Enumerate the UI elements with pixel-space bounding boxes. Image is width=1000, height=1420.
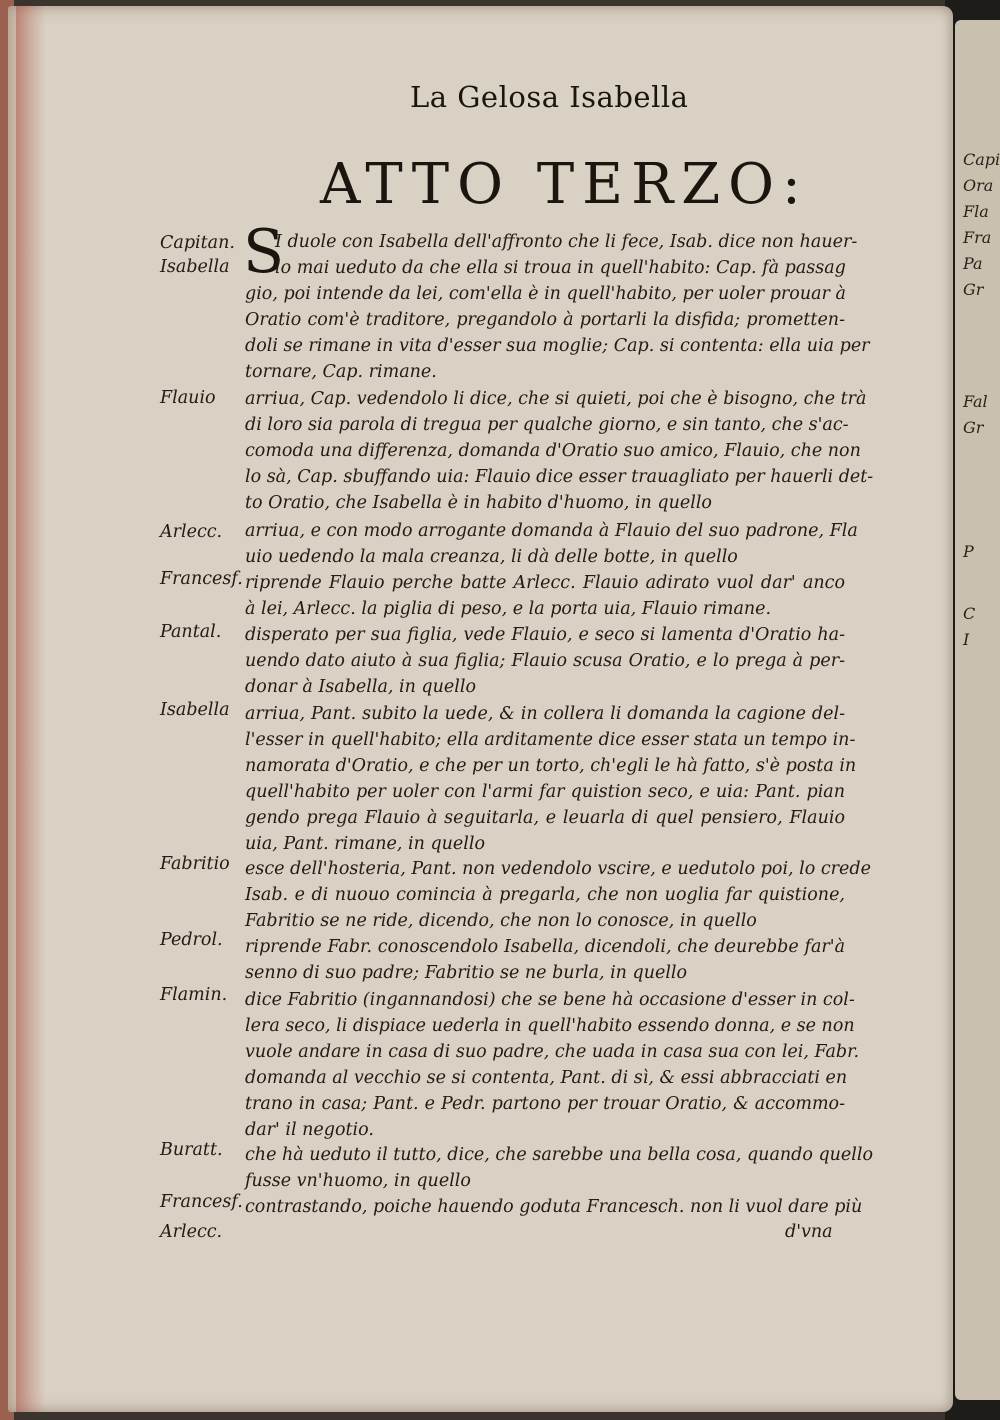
speaker-label: Francesf. <box>160 1192 243 1212</box>
text-line: doli se rimane in vita d'esser sua moglie; Cap. si contenta: ella uia per <box>245 336 870 356</box>
text-line: domanda al vecchio se si contenta, Pant. di sì, & essi abbracciati en <box>245 1068 848 1088</box>
facing-page-label: Ora <box>963 176 994 195</box>
text-line: arriua, e con modo arrogante domanda à Flauio del suo padrone, Fla <box>245 521 858 541</box>
text-line: gendo prega Flauio à seguitarla, e leuarla di quel pensiero, Flauio <box>245 808 845 828</box>
text-line: quell'habito per uoler con l'armi far quistion seco, e uia: Pant. pian <box>245 782 845 802</box>
text-line: fusse vn'huomo, in quello <box>245 1171 471 1191</box>
text-line: lo mai ueduto da che ella si troua in quell'habito: Cap. fà passag <box>275 258 846 278</box>
text-line: gio, poi intende da lei, com'ella è in quell'habito, per uoler prouar à <box>245 284 846 304</box>
speaker-label: Fabritio <box>160 854 230 874</box>
text-line: esce dell'hosteria, Pant. non vedendolo vscire, e uedutolo poi, lo crede <box>245 859 871 879</box>
text-line: arriua, Cap. vedendolo li dice, che si quieti, poi che è bisogno, che trà <box>245 389 867 409</box>
text-line: to Oratio, che Isabella è in habito d'huomo, in quello <box>245 493 712 513</box>
text-line: l'esser in quell'habito; ella arditamente dice esser stata un tempo in- <box>245 730 856 750</box>
text-line: Isab. e di nuouo comincia à pregarla, che non uoglia far quistione, <box>245 885 845 905</box>
facing-page-label: Fra <box>963 228 992 247</box>
speaker-label: Francesf. <box>160 569 243 589</box>
text-line: vuole andare in casa di suo padre, che uada in casa sua con lei, Fabr. <box>245 1042 860 1062</box>
text-line: donar à Isabella, in quello <box>245 677 476 697</box>
text-line: Fabritio se ne ride, dicendo, che non lo conosce, in quello <box>245 911 757 931</box>
text-line: comoda una differenza, domanda d'Oratio suo amico, Flauio, che non <box>245 441 861 461</box>
speaker-label: Isabella <box>160 257 230 277</box>
facing-page-label: I <box>963 630 970 649</box>
drop-capital: S <box>243 217 285 287</box>
facing-page-label: Gr <box>963 280 984 299</box>
text-line: riprende Fabr. conoscendolo Isabella, dicendoli, che deurebbe far'à <box>245 937 845 957</box>
text-line: dice Fabritio (ingannandosi) che se bene hà occasione d'esser in col- <box>245 990 855 1010</box>
text-line: uia, Pant. rimane, in quello <box>245 834 486 854</box>
text-line: I duole con Isabella dell'affronto che li fece, Isab. dice non hauer- <box>275 232 858 252</box>
text-line: dar' il negotio. <box>245 1120 374 1140</box>
binding-stain <box>16 6 46 1412</box>
catchword: d'vna <box>785 1222 833 1242</box>
text-line: Oratio com'è traditore, pregandolo à portarli la disfida; prometten- <box>245 310 845 330</box>
speaker-label: Pantal. <box>160 622 222 642</box>
text-line: che hà ueduto il tutto, dice, che sarebbe una bella cosa, quando quello <box>245 1145 874 1165</box>
text-line: uio uedendo la mala creanza, li dà delle botte, in quello <box>245 547 738 567</box>
speaker-label: Buratt. <box>160 1140 223 1160</box>
text-line: lo sà, Cap. sbuffando uia: Flauio dice esser trauagliato per hauerli det- <box>245 467 874 487</box>
text-line: arriua, Pant. subito la uede, & in collera li domanda la cagione del- <box>245 704 845 724</box>
text-line: uendo dato aiuto à sua figlia; Flauio scusa Oratio, e lo prega à per- <box>245 651 845 671</box>
speaker-label: Capitan. <box>160 233 235 253</box>
speaker-label: Flauio <box>160 388 216 408</box>
facing-page-label: Fal <box>963 392 988 411</box>
text-line: senno di suo padre; Fabritio se ne burla, in quello <box>245 963 688 983</box>
text-line: tornare, Cap. rimane. <box>245 362 437 382</box>
act-title: ATTO TERZO: <box>320 152 809 217</box>
facing-page-label: P <box>963 542 974 561</box>
speaker-label: Pedrol. <box>160 930 223 950</box>
speaker-label: Arlecc. <box>160 522 223 542</box>
text-line: riprende Flauio perche batte Arlecc. Flauio adirato vuol dar' anco <box>245 573 845 593</box>
text-line: disperato per sua figlia, vede Flauio, e seco si lamenta d'Oratio ha- <box>245 625 845 645</box>
running-title: La Gelosa Isabella <box>410 80 689 114</box>
speaker-label: Arlecc. <box>160 1222 223 1242</box>
text-line: trano in casa; Pant. e Pedr. partono per trouar Oratio, & accommo- <box>245 1094 845 1114</box>
facing-page-label: Pa <box>963 254 983 273</box>
text-line: di loro sia parola di tregua per qualche giorno, e sin tanto, che s'ac- <box>245 415 849 435</box>
text-line: namorata d'Oratio, e che per un torto, ch'egli le hà fatto, s'è posta in <box>245 756 857 776</box>
speaker-label: Isabella <box>160 700 230 720</box>
text-line: contrastando, poiche hauendo goduta Francesch. non li vuol dare più <box>245 1197 863 1217</box>
text-line: à lei, Arlecc. la piglia di peso, e la porta uia, Flauio rimane. <box>245 599 772 619</box>
facing-page-label: Capi <box>963 150 1000 169</box>
facing-page-label: Fla <box>963 202 989 221</box>
speaker-label: Flamin. <box>160 985 228 1005</box>
facing-page-label: Gr <box>963 418 984 437</box>
text-line: lera seco, li dispiace uederla in quell'habito essendo donna, e se non <box>245 1016 855 1036</box>
facing-page-label: C <box>963 604 976 623</box>
facing-page-edge <box>955 20 1000 1400</box>
